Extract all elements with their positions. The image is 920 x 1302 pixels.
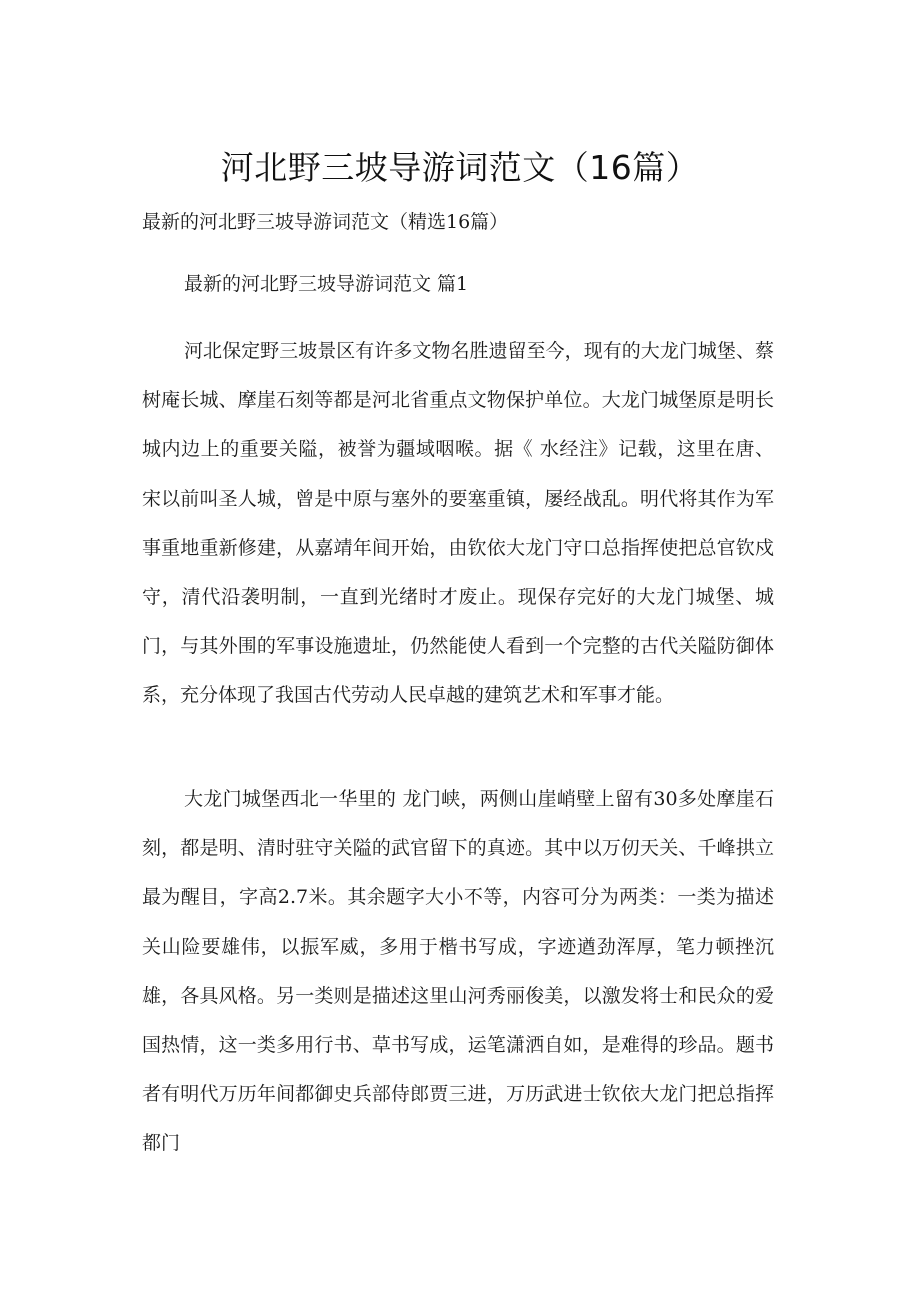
body-paragraph-1: 河北保定野三坡景区有许多文物名胜遗留至今，现有的大龙门城堡、蔡树庵长城、摩崖石刻等都是河北省重点文物保护单位。大龙门城堡原是明长城内边上的重要关隘，被誉为疆域咽喉。据《 水经注》记载，这里在唐、宋以前叫圣人城，曾是中原与塞外的要塞重镇，屡经战乱。明代将其作为军事重地重新修建，从嘉靖年间开始，由钦依大龙门守口总指挥使把总官钦戍守，清代沿袭明制，一直到光绪时才废止。现保存完好的大龙门城堡、城门，与其外围的军事设施遗址，仍然能使人看到一个完整的古代关隘防御体系，充分体现了我国古代劳动人民卓越的建筑艺术和军事才能。 — [142, 340, 774, 707]
section-heading: 最新的河北野三坡导游词范文 篇1 — [184, 273, 469, 295]
document-title: 河北野三坡导游词范文（16篇） — [220, 148, 700, 187]
document-subtitle: 最新的河北野三坡导游词范文（精选16篇） — [142, 211, 509, 233]
body-paragraph-2: 大龙门城堡西北一华里的 龙门峡，两侧山崖峭壁上留有30多处摩崖石刻，都是明、清时驻守关隘的武官留下的真迹。其中以万仞天关、千峰拱立最为醒目，字高2.7米。其余题字大小不等，内容可分为两类：一类为描述关山险要雄伟，以振军威，多用于楷书写成，字迹遒劲浑厚，笔力顿挫沉雄，各具风格。另一类则是描述这里山河秀丽俊美，以激发将士和民众的爱国热情，这一类多用行书、草书写成，运笔潇洒自如，是难得的珍品。题书者有明代万历年间都御史兵部侍郎贾三进，万历武进士钦依大龙门把总指挥都门 — [142, 788, 774, 1155]
